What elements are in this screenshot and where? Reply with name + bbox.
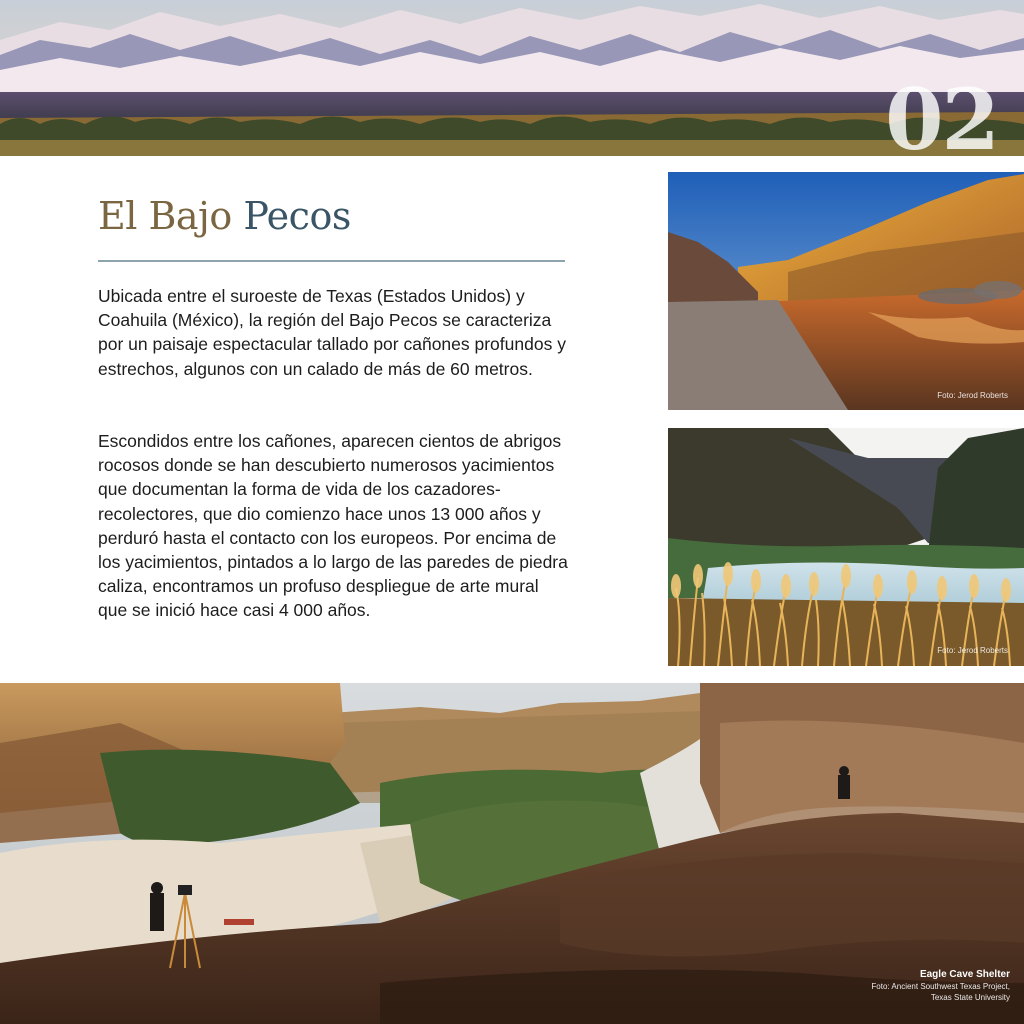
page-title: [98, 192, 351, 240]
title-part-1: El Bajo: [98, 194, 232, 238]
title-divider: [98, 260, 565, 262]
river-reeds-photo: [668, 428, 1024, 666]
photo-credit: Foto: Jerod Roberts: [937, 646, 1008, 655]
header-banner-photo: [0, 0, 1024, 156]
page-number: 02: [885, 70, 998, 169]
eagle-cave-excavation-photo: [0, 683, 1024, 1024]
intro-paragraph: Ubicada entre el suroeste de Texas (Estados Unidos) y Coahuila (México), la región del Bajo Pecos se caracteriza por un paisaje espectacular tallado por cañones profundos y estrechos, algunos con un calado de más de 60 metros.: [98, 286, 566, 379]
canyon-river-photo: [668, 172, 1024, 410]
photo-credit: Foto: Jerod Roberts: [937, 391, 1008, 400]
title-part-2: Pecos: [243, 194, 351, 238]
caption-credit-line-2: Texas State University: [930, 993, 1010, 1002]
body-paragraph: Escondidos entre los cañones, aparecen cientos de abrigos rocosos donde se han descubierto numerosos yacimientos que documentan la forma de vida de los cazadores-recolectores, que dio comienzo hace unos 13 000 años y perduró hasta el contacto con los europeos. Por encima de los yacimientos, pintados a lo largo de las paredes de piedra caliza, encontramos un profuso despliegue de arte mural que se inició hace casi 4 000 años.: [98, 431, 568, 621]
caption-title: Eagle Cave Shelter: [919, 969, 1010, 980]
caption-credit-line-1: Foto: Ancient Southwest Texas Project,: [871, 982, 1010, 991]
photo-caption: [871, 968, 1010, 1003]
